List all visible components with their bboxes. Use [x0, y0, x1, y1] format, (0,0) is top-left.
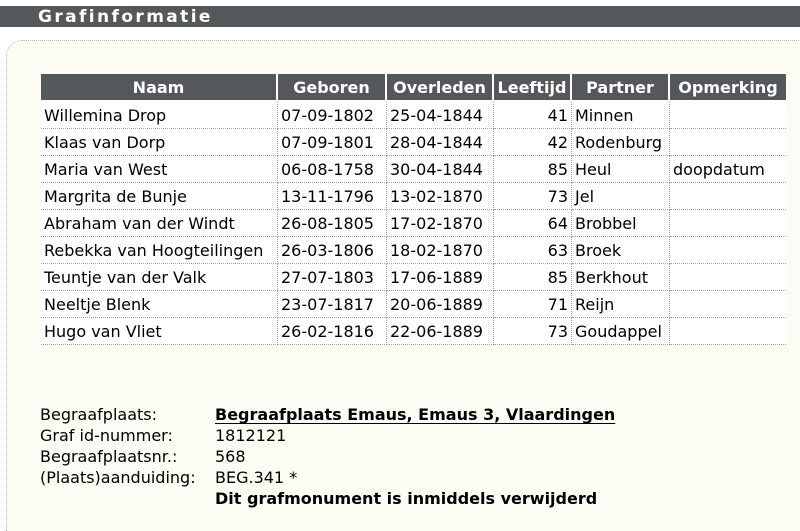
- cell-died: 13-02-1870: [387, 183, 494, 210]
- column-header-opmerking: Opmerking: [670, 74, 786, 102]
- cell-name: Willemina Drop: [41, 102, 278, 129]
- cell-name: Neeltje Blenk: [41, 291, 278, 318]
- cell-name: Hugo van Vliet: [41, 318, 278, 345]
- begraafplaats-link[interactable]: Begraafplaats Emaus, Emaus 3, Vlaardingen: [215, 405, 616, 424]
- cell-born: 07-09-1801: [278, 129, 387, 156]
- cell-note: [670, 237, 786, 264]
- page-title: Grafinformatie: [38, 7, 213, 27]
- cell-died: 22-06-1889: [387, 318, 494, 345]
- column-header-partner: Partner: [572, 74, 670, 102]
- begraafplaats-label: Begraafplaats:: [40, 405, 158, 424]
- table-header-row: [41, 74, 786, 102]
- notice-spacer: [40, 488, 215, 509]
- cell-born: 23-07-1817: [278, 291, 387, 318]
- removed-notice: Dit grafmonument is inmiddels verwijderd: [215, 489, 598, 508]
- table-row: [41, 237, 786, 264]
- cell-name: Klaas van Dorp: [41, 129, 278, 156]
- grave-table: [41, 74, 786, 345]
- cell-died: 18-02-1870: [387, 237, 494, 264]
- cell-note: [670, 291, 786, 318]
- cell-died: 28-04-1844: [387, 129, 494, 156]
- column-header-leeftijd: Leeftijd: [494, 74, 572, 102]
- column-header-overleden: Overleden: [387, 74, 494, 102]
- info-row-notice: [40, 488, 615, 509]
- cell-note: [670, 210, 786, 237]
- header-bar: [0, 6, 800, 27]
- cell-name: Rebekka van Hoogteilingen: [41, 237, 278, 264]
- cell-note: [670, 129, 786, 156]
- graf-id-value: 1812121: [215, 426, 287, 445]
- cell-note: doopdatum: [670, 156, 786, 183]
- cell-name: Abraham van der Windt: [41, 210, 278, 237]
- cell-note: [670, 264, 786, 291]
- cell-age: 73: [494, 183, 572, 210]
- cell-born: 26-03-1806: [278, 237, 387, 264]
- info-row-aanduiding: [40, 467, 615, 488]
- table-row: [41, 102, 786, 129]
- cell-age: 85: [494, 264, 572, 291]
- cell-age: 73: [494, 318, 572, 345]
- table-row: [41, 291, 786, 318]
- cell-died: 30-04-1844: [387, 156, 494, 183]
- cell-age: 71: [494, 291, 572, 318]
- cell-name: Margrita de Bunje: [41, 183, 278, 210]
- column-header-geboren: Geboren: [278, 74, 387, 102]
- cell-partner: Minnen: [572, 102, 670, 129]
- grave-info: [40, 404, 615, 509]
- cell-born: 06-08-1758: [278, 156, 387, 183]
- cell-partner: Heul: [572, 156, 670, 183]
- cell-partner: Berkhout: [572, 264, 670, 291]
- aanduiding-label: (Plaats)aanduiding:: [40, 468, 196, 487]
- cell-note: [670, 183, 786, 210]
- cell-age: 42: [494, 129, 572, 156]
- cell-partner: Rodenburg: [572, 129, 670, 156]
- cell-born: 13-11-1796: [278, 183, 387, 210]
- cell-partner: Brobbel: [572, 210, 670, 237]
- begraafplaatsnr-label: Begraafplaatsnr.:: [40, 447, 178, 466]
- table-row: [41, 156, 786, 183]
- table-row: [41, 264, 786, 291]
- cell-partner: Goudappel: [572, 318, 670, 345]
- info-row-graf-id: [40, 425, 615, 446]
- cell-died: 20-06-1889: [387, 291, 494, 318]
- cell-died: 17-06-1889: [387, 264, 494, 291]
- table-row: [41, 210, 786, 237]
- cell-partner: Reijn: [572, 291, 670, 318]
- info-row-begraafplaatsnr: [40, 446, 615, 467]
- cell-born: 27-07-1803: [278, 264, 387, 291]
- begraafplaatsnr-value: 568: [215, 447, 246, 466]
- cell-died: 17-02-1870: [387, 210, 494, 237]
- cell-age: 41: [494, 102, 572, 129]
- column-header-naam: Naam: [41, 74, 278, 102]
- graf-id-label: Graf id-nummer:: [40, 426, 173, 445]
- cell-age: 63: [494, 237, 572, 264]
- cell-age: 85: [494, 156, 572, 183]
- table-row: [41, 318, 786, 345]
- cell-born: 26-02-1816: [278, 318, 387, 345]
- cell-age: 64: [494, 210, 572, 237]
- cell-note: [670, 102, 786, 129]
- table-row: [41, 129, 786, 156]
- info-row-begraafplaats: [40, 404, 615, 425]
- cell-name: Maria van West: [41, 156, 278, 183]
- aanduiding-value: BEG.341 *: [215, 468, 298, 487]
- cell-partner: Jel: [572, 183, 670, 210]
- cell-note: [670, 318, 786, 345]
- cell-partner: Broek: [572, 237, 670, 264]
- cell-born: 07-09-1802: [278, 102, 387, 129]
- cell-born: 26-08-1805: [278, 210, 387, 237]
- cell-name: Teuntje van der Valk: [41, 264, 278, 291]
- table-row: [41, 183, 786, 210]
- cell-died: 25-04-1844: [387, 102, 494, 129]
